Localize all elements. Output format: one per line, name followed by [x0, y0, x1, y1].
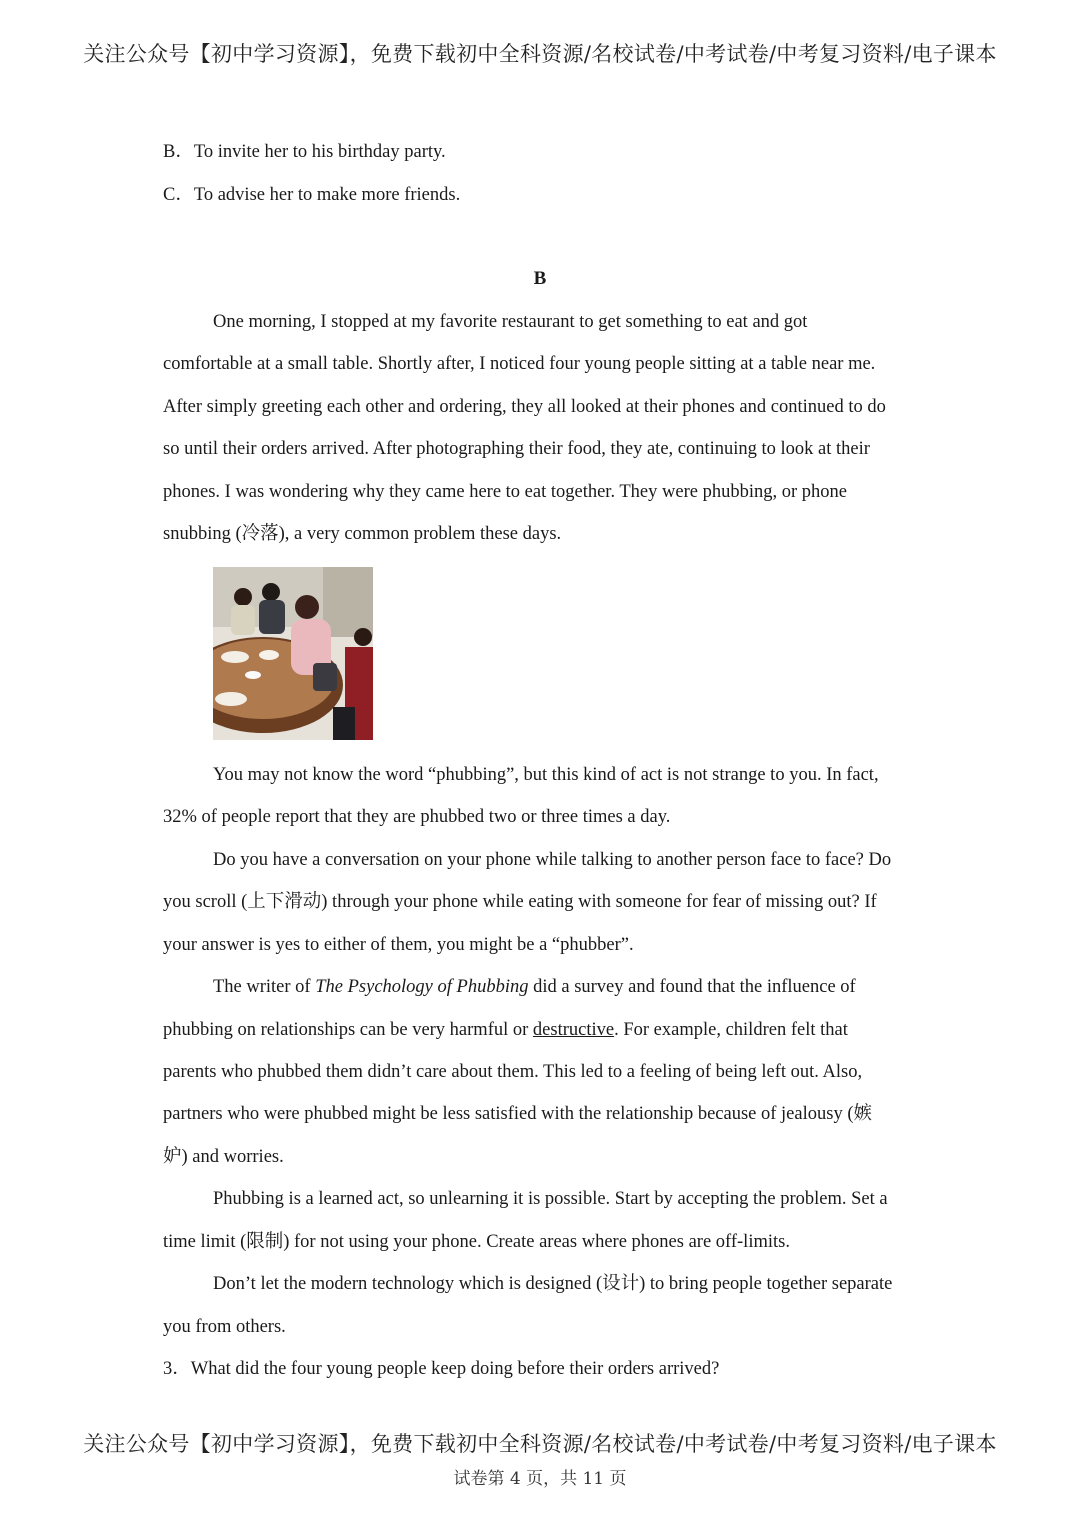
text-line: You may not know the word “phubbing”, but this kind of act is not strange to you. In fact,: [213, 765, 879, 785]
text-line: comfortable at a small table. Shortly after, I noticed four young people sitting at a table near me.: [163, 354, 876, 374]
section-title: B: [533, 268, 547, 289]
option-b: B．To invite her to his birthday party.: [163, 142, 446, 162]
text-line: Do you have a conversation on your phone while talking to another person face to face? Do: [213, 850, 892, 870]
question-3: 3．What did the four young people keep doing before their orders arrived?: [163, 1359, 720, 1379]
text-line: phones. I was wondering why they came here to eat together. They were phubbing, or phone: [163, 482, 847, 502]
text-line: Phubbing is a learned act, so unlearning it is possible. Start by accepting the problem. Set a: [213, 1189, 888, 1209]
text-line: your answer is yes to either of them, you might be a “phubber”.: [163, 935, 634, 955]
text-line: 妒) and worries.: [163, 1147, 284, 1167]
text-line: time limit (限制) for not using your phone. Create areas where phones are off-limits.: [163, 1232, 790, 1252]
text-line: After simply greeting each other and ordering, they all looked at their phones and continued to do: [163, 397, 886, 417]
underlined-word: destructive: [532, 1020, 615, 1040]
restaurant-photo: [213, 567, 373, 740]
text-span: did a survey and found that the influence of: [528, 977, 856, 997]
option-c: C．To advise her to make more friends.: [163, 185, 461, 205]
text-line: [163, 1018, 848, 1042]
text-line: 32% of people report that they are phubbed two or three times a day.: [163, 807, 671, 827]
text-line: Don’t let the modern technology which is designed (设计) to bring people together separate: [213, 1274, 893, 1294]
page-number: 试卷第 4 页，共 11 页: [453, 1469, 627, 1489]
book-title: The Psychology of Phubbing: [315, 977, 529, 997]
text-line: parents who phubbed them didn’t care about them. This led to a feeling of being left out. Also,: [163, 1062, 863, 1082]
text-span: phubbing on relationships can be very harmful or: [163, 1020, 533, 1040]
text-line: One morning, I stopped at my favorite restaurant to get something to eat and got: [213, 312, 808, 332]
header-banner: 关注公众号【初中学习资源】，免费下载初中全科资源/名校试卷/中考试卷/中考复习资料/电子课本: [83, 42, 997, 66]
text-line: [213, 975, 856, 999]
text-line: you from others.: [163, 1317, 286, 1337]
footer-banner: 关注公众号【初中学习资源】，免费下载初中全科资源/名校试卷/中考试卷/中考复习资料/电子课本: [83, 1432, 997, 1456]
text-line: you scroll (上下滑动) through your phone while eating with someone for fear of missing out? If: [163, 892, 877, 912]
text-line: partners who were phubbed might be less satisfied with the relationship because of jealousy (嫉: [163, 1104, 872, 1124]
text-span: The writer of: [213, 977, 316, 997]
text-span: . For example, children felt that: [614, 1020, 848, 1040]
text-line: so until their orders arrived. After photographing their food, they ate, continuing to look at their: [163, 439, 870, 459]
text-line: snubbing (冷落), a very common problem these days.: [163, 524, 562, 544]
